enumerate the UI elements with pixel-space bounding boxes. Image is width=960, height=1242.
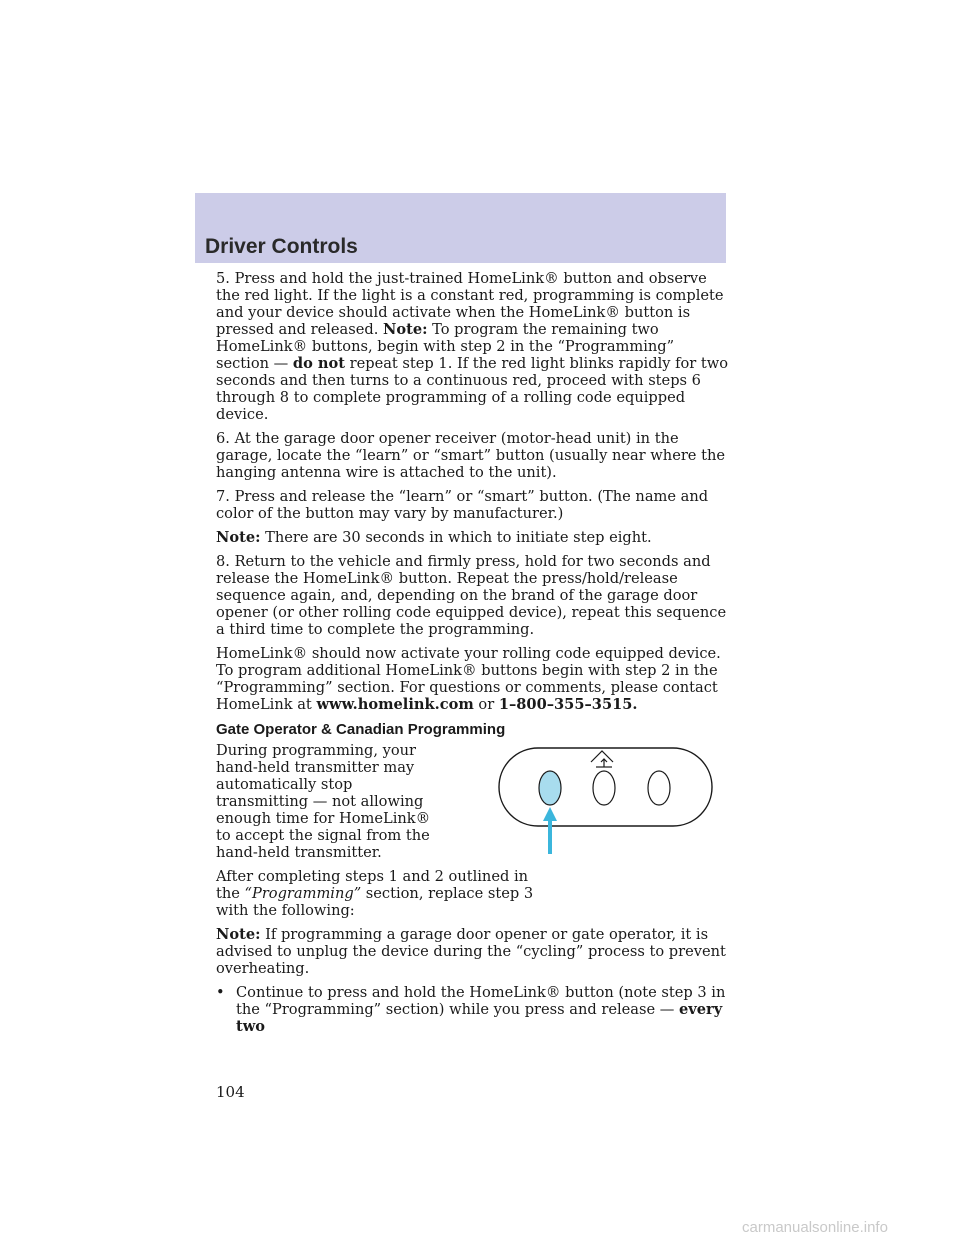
homelink-button-3 — [648, 771, 670, 805]
section-header-band — [195, 193, 726, 263]
bullet-dot: • — [216, 984, 225, 1001]
page-number: 104 — [216, 1083, 245, 1101]
step-note-paragraph: Note: There are 30 seconds in which to initiate step eight. — [216, 529, 652, 546]
step-7-paragraph: 7. Press and release the “learn” or “smart” button. (The name and color of the button may vary by manufacturer.) — [216, 488, 709, 522]
gate-note-paragraph: Note: If programming a garage door opener or gate operator, it is advised to unplug the device during the “cycling” process to prevent overheating. — [216, 926, 726, 977]
site-watermark: carmanualsonline.info — [742, 1219, 888, 1236]
step-5-paragraph: 5. Press and hold the just-trained HomeLink® button and observe the red light. If the light is a constant red, programming is complete and your device should activate when the HomeLink® button is pressed and released. Note: To program the remaining two HomeLink® buttons, begin with step 2 in the “Programming” section — do not repeat step 1. If the red light blinks rapidly for two seconds and then turns to a continuous red, proceed with steps 6 through 8 to complete programming of a rolling code equipped device. — [216, 270, 729, 423]
gate-paragraph-2: After completing steps 1 and 2 outlined in the “Programming” section, replace step 3 with the following: — [216, 868, 534, 919]
step-8-paragraph: 8. Return to the vehicle and firmly press, hold for two seconds and release the HomeLink® button. Repeat the press/hold/release sequence again, and, depending on the brand of the garage door opener (or other rolling code equipped device), repeat this sequence a third time to complete the programming. — [216, 553, 727, 638]
gate-section-heading: Gate Operator & Canadian Programming — [216, 721, 506, 738]
homelink-button-1 — [539, 771, 561, 805]
homelink-url: www.homelink.com — [316, 696, 474, 713]
contact-paragraph: HomeLink® should now activate your rolling code equipped device. To program additional HomeLink® buttons begin with step 2 in the “Programming” section. For questions or comments, please contact HomeLink at www.homelink.com or 1–800–355–3515. — [216, 645, 721, 713]
section-title: Driver Controls — [205, 235, 358, 258]
step-6-paragraph: 6. At the garage door opener receiver (motor-head unit) in the garage, locate the “learn” or “smart” button (usually near where the hanging antenna wire is attached to the unit). — [216, 430, 725, 481]
gate-paragraph-1: During programming, your hand-held transmitter may automatically stop transmitting — not allowing enough time for HomeLink® to accept the signal from the hand-held transmitter. — [216, 742, 431, 861]
gate-bullet-item: • Continue to press and hold the HomeLink® button (note step 3 in the “Programming” section) while you press and release — every two — [216, 984, 726, 1035]
homelink-button-2 — [593, 771, 615, 805]
homelink-phone: 1–800–355–3515. — [498, 696, 638, 713]
homelink-panel-figure — [492, 743, 722, 858]
page-content — [216, 270, 730, 1035]
